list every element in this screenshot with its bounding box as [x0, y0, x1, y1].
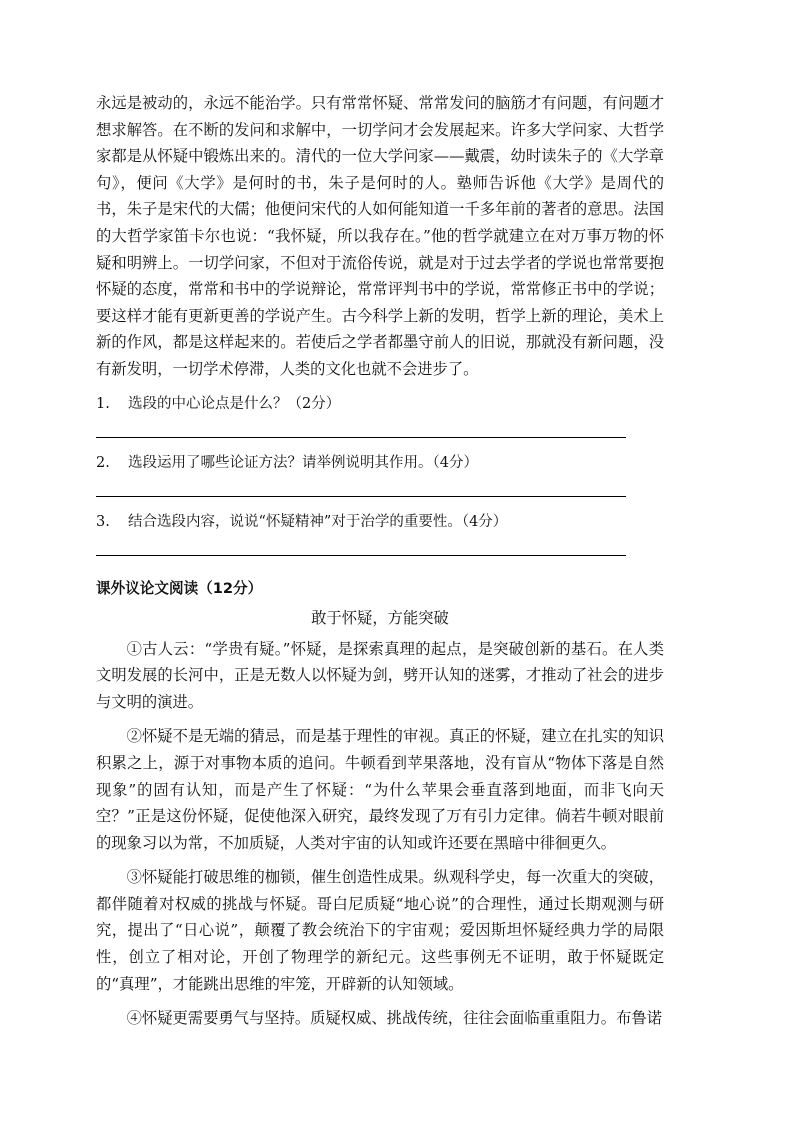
- question-text: 选段运用了哪些论证方法？请举例说明其作用。（4分）: [128, 454, 478, 471]
- question-text: 结合选段内容，说说“怀疑精神”对于治学的重要性。（4分）: [128, 513, 508, 530]
- answer-line[interactable]: [96, 415, 626, 438]
- question-number: 2.: [96, 454, 110, 471]
- question-list: [96, 393, 664, 556]
- question-number: 1.: [96, 395, 110, 412]
- question-item: [96, 511, 664, 556]
- answer-line[interactable]: [96, 533, 626, 556]
- article-paragraph: ④怀疑更需要勇气与坚持。质疑权威、挑战传统，往往会面临重重阻力。布鲁诺: [126, 1009, 662, 1028]
- article-title: 敢于怀疑，方能突破: [311, 608, 449, 627]
- question-item: [96, 452, 664, 497]
- article-paragraph: ②怀疑不是无端的猜忌，而是基于理性的审视。真正的怀疑，建立在扎实的知识积累之上，源于对事物本质的追问。牛顿看到苹果落地，没有盲从“物体下落是自然现象”的固有认知，而是产生了怀疑：“为什么苹果会垂直落到地面，而非飞向天空？”正是这份怀疑，促使他深入研究，最终发现了万有引力定律。倘若牛顿对眼前的现象习以为常，不加质疑，人类对宇宙的认知或许还要在黑暗中徘徊更久。: [96, 727, 664, 852]
- document-page: [96, 90, 664, 1040]
- article-paragraph: ③怀疑能打破思维的枷锁，催生创造性成果。纵观科学史，每一次重大的突破，都伴随着对权威的挑战与怀疑。哥白尼质疑“地心说”的合理性，通过长期观测与研究，提出了“日心说”，颠覆了教会统治下的宇宙观；爱因斯坦怀疑经典力学的局限性，创立了相对论，开创了物理学的新纪元。这些事例无不证明，敢于怀疑既定的“真理”，才能跳出思维的牢笼，开辟新的认知领域。: [96, 868, 664, 993]
- section-heading: 课外议论文阅读（12分）: [96, 579, 263, 597]
- question-number: 3.: [96, 513, 110, 530]
- question-text: 选段的中心论点是什么？（2分）: [128, 395, 341, 412]
- question-item: [96, 393, 664, 438]
- article-paragraph: ①古人云：“学贵有疑。”怀疑，是探索真理的起点，是突破创新的基石。在人类文明发展的长河中，正是无数人以怀疑为剑，劈开认知的迷雾，才推动了社会的进步与文明的演进。: [96, 639, 664, 711]
- answer-line[interactable]: [96, 474, 626, 497]
- passage-text: 永远是被动的，永远不能治学。只有常常怀疑、常常发问的脑筋才有问题，有问题才想求解答。在不断的发问和求解中，一切学问才会发展起来。许多大学问家、大哲学家都是从怀疑中锻炼出来的。清代的一位大学问家——戴震，幼时读朱子的《大学章句》，便问《大学》是何时的书，朱子是何时的人。塾师告诉他《大学》是周代的书，朱子是宋代的大儒；他便问宋代的人如何能知道一千多年前的著者的意思。法国的大哲学家笛卡尔也说：“我怀疑，所以我存在。”他的哲学就建立在对万事万物的怀疑和明辨上。一切学问家，不但对于流俗传说，就是对于过去学者的学说也常常要抱怀疑的态度，常常和书中的学说辩论，常常评判书中的学说，常常修正书中的学说；要这样才能有更新更善的学说产生。古今科学上新的发明，哲学上新的理论，美术上新的作风，都是这样起来的。若使后之学者都墨守前人的旧说，那就没有新问题，没有新发明，一切学术停滞，人类的文化也就不会进步了。: [96, 94, 664, 378]
